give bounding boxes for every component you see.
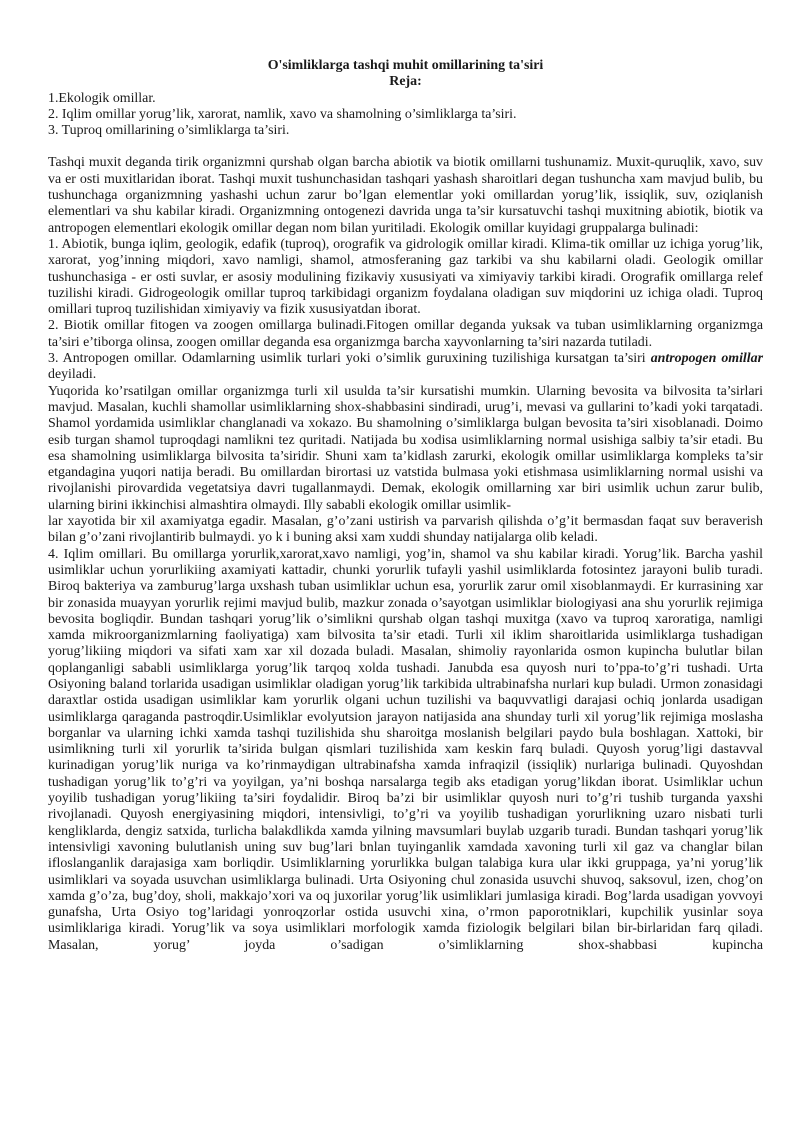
- paragraph-abiotic: 1. Abiotik, bunga iqlim, geologik, edafik (tuproq), orografik va gidrologik omillar kiradi. Klima-tik omillar uz ichiga yorug’lik, xarorat, yog’inning miqdori, xavo namligi, shamol, atmosferaning gaz tarkibi va shu kabilarni oladi. Geologik omillar tushunchasiga - er osti suvlar, er asosiy modulining fizikaviy xususiyati va ximiyaviy tarkibi kiradi. Orografik omillarga relef tuzilishi kiradi. Gidrogeologik omillar tuproq tarkibidagi organizm foydalana oladigan suv miqdorini uz ichiga oladi. Tuproq omillari tuproq tuzilishidan ximiyaviy va fizik xususiyatdan iborat.: [48, 236, 763, 318]
- plan-item-3: 3. Tuproq omillarining o’simliklarga ta’siri.: [48, 123, 290, 139]
- spacer: [48, 139, 763, 155]
- plan-heading: Reja:: [389, 74, 422, 90]
- plan-item-2: 2. Iqlim omillar yorug’lik, xarorat, namlik, xavo va shamolning o’simliklarga ta’siri.: [48, 106, 517, 122]
- plan-item-1: 1.Ekologik omillar.: [48, 90, 156, 106]
- anthropogenic-text-end: deyiladi.: [48, 367, 97, 383]
- paragraph-biotic: 2. Biotik omillar fitogen va zoogen omillarga bulinadi.Fitogen omillar deganda yuksak va tuban usimliklarning organizmga ta’siri e’tiborga olinsa, zoogen omillar deganda esa organizmga barcha xayvonlarning ta’siri nazarda tutiladi.: [48, 318, 763, 350]
- document-page: [48, 58, 763, 954]
- anthropogenic-text-start: 3. Antropogen omillar. Odamlarning usimlik turlari yoki o’simlik guruxining tuzilishiga kursatgan ta’siri: [48, 351, 646, 367]
- paragraph-climate-factors: 4. Iqlim omillari. Bu omillarga yorurlik,xarorat,xavo namligi, yog’in, shamol va shu kabilar kiradi. Yorug’lik. Barcha yashil usimliklar uchun yorurlikiing axamiyati kattadir, chunki yorurlik tufayli yashil usimliklarda fotosintez jarayoni bulib turadi. Biroq bakteriya va zamburug’larga uxshash tuban usimliklar uchun esa, yorurlik zarur omil xisoblanmaydi. Er kurrasining xar bir zonasida muayyan yorurlik rejimi mavjud bulib, mazkur zonada o’sayotgan usimliklar biologiyasi ana shu yorurlik rejimiga bevosita bogliqdir. Bundan tashqari yorug’lik o’simlikni qurshab olgan tashqi muxitga (xavo va tuproq xaroratiga, namligi xamda mikroorganizmlarning faoliyatiga) xam bilvosita ta’sir etadi. Turli xil iklim sharoitlarida usimliklarga tushadigan yorug’likiing miqdori va sifati xam xar xil dozada buladi. Masalan, shimoliy rayonlarida osmon kupincha bulutlar bilan qoplanganligi sababli usimliklarga yorug’lik tarqoq xolda tushadi. Janubda esa quyosh nuri to’ppa-to’g’ri tushadi. Urta Osiyoning baland torlarida usadigan usimliklar oladigan yorug’lik tarkibida ultrabinafsha nurlari kup buladi. Urmon zonasidagi daraxtlar ostida usadigan usimliklar kam yorurlik olgani uchun tuzilishi va baquvvatligi darajasi ochiq jonlarda usadigan usimliklarga qaraganda pastroqdir.Usimliklar evolyutsion jarayon natijasida ana shunday turli xil yorug’lik rejimiga moslasha borganlar va ularning ichki xamda tashqi tuzilishida shu sharoitga moslanish belgilari paydo bula boshlagan. Xattoki, bir usimlikning turli xil yorurlik ta’sirida bulgan qismlari tuzilishida xam keskin farq buladi. Quyosh yorug’ligi dastavval kurinadigan yorug’lik nuriga va ko’rinmaydigan ultrabinafsha xamda infraqizil (issiqlik) nurlariga bulinadi. Quyoshdan tushadigan yorug’lik to’g’ri va yoyilgan, ya’ni boshqa narsalarga tegib aks etadigan yorug’likdan iborat. Usimliklar uchun yoyilib tushadigan yorug’likiing ta’siri foydalidir. Biroq ba’zi bir usimliklar quyosh nuri to’g’ri tushib turganda yaxshi rivojlanadi. Quyosh energiyasining miqdori, intensivligi, to’g’ri va yoyilib tushadigan yorurlikning uzaro nisbati turli kengliklarda, dengiz satxida, turlicha balakdlikda xamda yilning mavsumlari buylab uzgarib turadi. Bundan tashqari yorug’lik intensivligi xavoning bulutlanish uning suv bug’lari bnlan tuyinganlik xamdada xavoning turli xil gaz va changlar bilan ifloslanganlik darajasiga xam borliqdir. Usimliklarning yorurlikka bulgan talabiga kura ular ikki gruppaga, ya’ni yorug’lik usimliklari va soyada usuvchan usimliklarga bulinadi. Urta Osiyoning chul zonasida usuvchi shuvoq, saksovul, izen, chog’on xamda g’o’za, bug’doy, sholi, makkajo’xori va oq juxorilar yorug’lik usimliklari jumlasiga kiradi. Bog’larda usadigan yovvoyi gunafsha, Urta Osiyo tog’laridagi yonroqzorlar ostida usuvchi xina, o’rmon paporotniklari, kupchilik yusinlar soya usimliklariga kiradi. Yorug’lik va soya usimliklari morfologik xamda fiziologik belgilari bilan bir-birlaridan farq qiladi. Masalan, yorug’ joyda o’sadigan o’simliklarning shox-shabbasi kupincha: [48, 546, 763, 953]
- anthropogenic-term: antropogen omillar: [650, 351, 763, 367]
- paragraph-continuation: lar xayotida bir xil axamiyatga egadir. Masalan, g’o’zani ustirish va parvarish qilishda o’g’it bermasdan faqat suv beraverish bilan g’o’zani rivojlantirib bulmaydi. yo k i buning aksi xam xuddi shunday natijalarga olib keladi.: [48, 514, 763, 546]
- document-title: O'simliklarga tashqi muhit omillarining ta'siri: [267, 58, 544, 73]
- paragraph-intro: Tashqi muxit deganda tirik organizmni qurshab olgan barcha abiotik va biotik omillarni tushunamiz. Muxit-quruqlik, xavo, suv va er osti muxitlaridan iborat. Tashqi muxit tushunchasidan tashqari yashash sharoitlari degan tushuncha xam mavjud bulib, bu tushunchaga organizmning yashashi uchun zarur bo’lgan elementlar yoki omillardan yorug’lik, issiqlik, suv, oziqlanish elementlari va shu kabilar kiradi. Organizmning ontogenezi davrida unga ta’sir kursatuvchi tashqi muxitning abiotik, biotik va antropogen elementlari ekologik omillar degan nom bilan yuritiladi. Ekologik omillar kuyidagi gruppalarga bulinadi:: [48, 155, 763, 236]
- paragraph-anthropogenic: [48, 351, 763, 384]
- paragraph-factor-effects: Yuqorida ko’rsatilgan omillar organizmga turli xil usulda ta’sir kursatishi mumkin. Ularning bevosita va bilvosita ta’sirlari mavjud. Masalan, kuchli shamollar usimliklarning shox-shabbasini sindiradi, urug’i, mevasi va gullarini to’kadi yoki tarqatadi. Shamol yordamida usimliklar changlanadi va xokazo. Bu shamolning o’simliklarga bulgan bevosita ta’siri xisoblanadi. Doimo esib turgan shamol tuproqdagi namlikni tez quritadi. Natijada bu xodisa usimliklarning normal usishiga salbiy ta’sir etadi. Bu esa shamolning usimliklarga bilvosita ta’siridir. Shuni xam ta’kidlash zarurki, ekologik omillar usimliklarga kompleks ta’sir etgandagina yuqori natija beradi. Bu omillardan birortasi uz vatstida bulmasa yoki etishmasa usimliklarning normal usishi va rivojlanishi pirovardida vegetatsiya davri tugallanmaydi. Demak, ekologik omillarning xar biri usimlik uchun zarur bulib, ularning birini ikkinchisi almashtira olmaydi. Illy sababli ekologik omillar usimlik-: [48, 383, 763, 513]
